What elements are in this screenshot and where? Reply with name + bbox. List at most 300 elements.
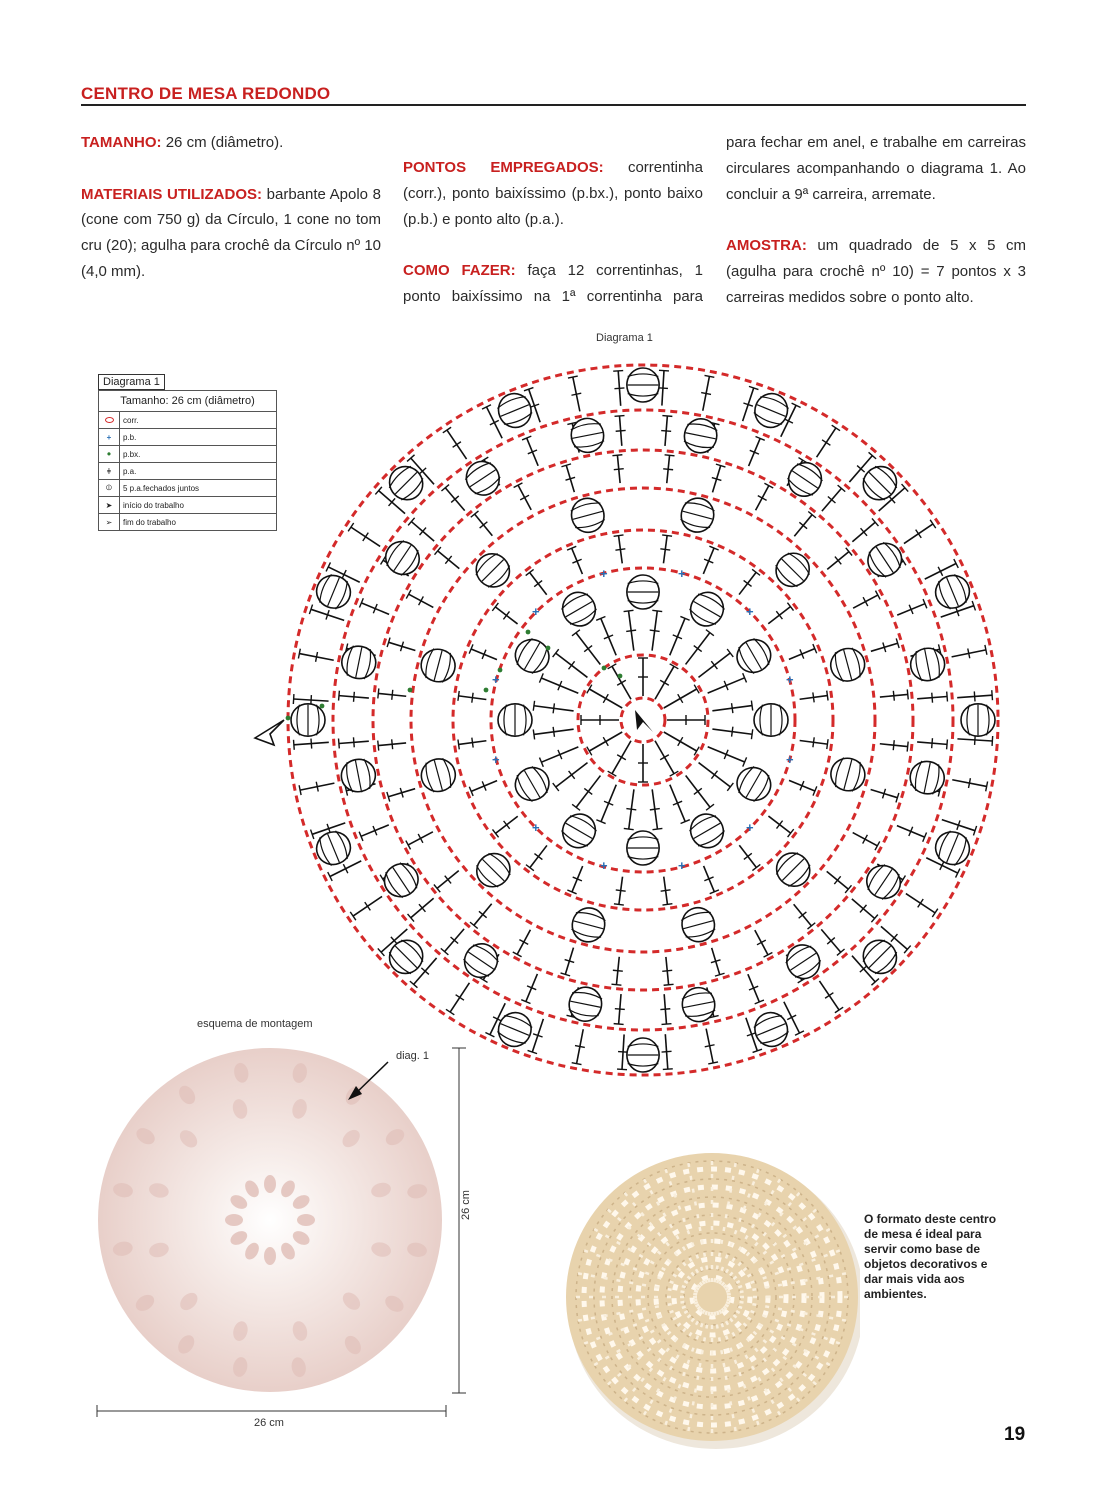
tall-stitch: [926, 858, 957, 873]
tall-stitch: [312, 823, 345, 834]
tall-stitch-bar: [616, 890, 626, 891]
tall-stitch-top: [923, 599, 927, 608]
cluster-stitch: [750, 389, 793, 433]
tall-stitch-bar: [662, 1051, 672, 1052]
tall-stitch-top: [339, 691, 340, 701]
tall-stitch-top: [479, 977, 488, 982]
tall-stitch-top: [492, 829, 498, 837]
tall-stitch: [388, 789, 415, 797]
tall-stitch-bar: [400, 788, 403, 798]
tall-stitch-top: [749, 386, 758, 389]
tall-stitch-top: [526, 865, 534, 871]
cluster-stitch: [418, 755, 459, 795]
column-2: [403, 155, 703, 310]
tall-stitch-top: [485, 1033, 494, 1037]
tall-stitch-top: [568, 376, 578, 378]
tall-stitch-top: [986, 782, 988, 792]
page-title: CENTRO DE MESA REDONDO: [81, 84, 331, 103]
tall-stitch-top: [572, 630, 580, 636]
pbx-stitch: [498, 668, 503, 673]
tall-stitch: [411, 458, 434, 484]
tall-stitch: [483, 954, 499, 980]
tall-stitch: [616, 957, 619, 985]
como-paragraph: [403, 258, 703, 310]
tall-stitch: [853, 833, 878, 846]
tall-stitch-top: [469, 787, 473, 796]
tall-stitch: [941, 606, 974, 617]
tall-stitch-top: [972, 601, 975, 610]
tall-stitch: [445, 929, 465, 952]
tall-stitch: [622, 1034, 624, 1069]
tall-stitch: [655, 666, 674, 699]
tall-stitch-bar: [790, 965, 799, 970]
tall-stitch-top: [665, 455, 675, 456]
tall-stitch-top: [528, 1050, 537, 1053]
tall-stitch-top: [872, 518, 878, 526]
tall-stitch-bar: [957, 820, 960, 829]
pontos-paragraph: [403, 155, 703, 232]
cluster-stitch: [856, 460, 903, 507]
cluster-stitch: [678, 495, 718, 536]
tall-stitch-bar: [694, 788, 702, 794]
tall-stitch: [389, 642, 416, 650]
tall-stitch-top: [533, 701, 534, 711]
tall-stitch: [906, 894, 935, 913]
tall-stitch: [601, 618, 616, 655]
tall-stitch-bar: [326, 610, 329, 619]
tall-stitch-top: [359, 832, 363, 841]
tall-stitch-bar: [822, 440, 830, 446]
tall-stitch-top: [923, 833, 927, 842]
tall-stitch-top: [727, 783, 733, 791]
tall-stitch: [952, 780, 986, 787]
tall-stitch: [438, 551, 460, 569]
tall-stitch-bar: [777, 821, 783, 829]
tall-stitch-bar: [614, 469, 624, 470]
tall-stitch-bar: [520, 495, 529, 500]
cluster-stitch: [731, 634, 777, 679]
cluster-stitch: [770, 846, 817, 893]
tall-stitch: [565, 948, 573, 975]
amostra-paragraph: [726, 233, 1026, 310]
tall-stitch-top: [614, 1024, 624, 1025]
tall-stitch-bar: [909, 827, 913, 836]
tall-stitch-bar: [932, 738, 933, 748]
tall-stitch: [459, 741, 487, 745]
tall-stitch-top: [348, 523, 354, 531]
tall-stitch: [526, 974, 538, 1002]
tall-stitch-top: [755, 1000, 764, 1004]
tall-stitch: [879, 488, 905, 511]
tall-stitch: [619, 536, 623, 564]
tall-stitch-bar: [673, 635, 682, 639]
tall-stitch-top: [652, 610, 662, 611]
tall-stitch-top: [838, 485, 846, 492]
tall-stitch-bar: [569, 771, 575, 779]
tall-stitch-top: [743, 673, 747, 682]
tall-stitch-bar: [393, 867, 398, 876]
tall-stitch-top: [752, 569, 760, 575]
tall-stitch-top: [524, 388, 533, 391]
tall-stitch: [739, 845, 756, 867]
tall-stitch-bar: [617, 680, 626, 685]
tall-stitch-top: [907, 742, 908, 752]
legend-size: Tamanho: 26 cm (diâmetro): [99, 391, 277, 412]
tall-stitch-bar: [813, 692, 814, 702]
pbx-stitch: [408, 688, 413, 693]
tall-stitch-top: [521, 1000, 530, 1004]
tall-stitch-top: [670, 664, 679, 669]
tall-stitch: [698, 653, 730, 677]
chain-ring: [578, 655, 708, 785]
tall-stitch-top: [608, 664, 617, 669]
tall-stitch-bar: [888, 496, 895, 503]
tall-stitch: [411, 898, 434, 917]
amostra-label: AMOSTRA:: [726, 237, 807, 255]
cluster-stitch: [856, 933, 903, 980]
tall-stitch-top: [408, 518, 415, 526]
tall-stitch-top: [706, 804, 714, 810]
start-arrow-icon: ➤: [99, 497, 120, 514]
tall-stitch-top: [434, 885, 440, 893]
assembly-oval: [225, 1214, 243, 1226]
cluster-stitch: [860, 859, 906, 905]
tall-stitch: [378, 743, 406, 746]
cluster-icon: ⦶: [99, 480, 120, 497]
cluster-stitch: [780, 939, 826, 985]
assembly-pointer-label: diag. 1: [396, 1050, 430, 1062]
tall-stitch-bar: [650, 809, 660, 810]
tall-stitch-bar: [705, 1001, 715, 1003]
tall-stitch-bar: [975, 735, 976, 745]
tall-stitch-bar: [909, 605, 913, 614]
tall-stitch-bar: [519, 940, 528, 945]
tall-stitch-bar: [724, 750, 728, 759]
tall-stitch-top: [662, 904, 672, 905]
tall-stitch: [881, 926, 907, 949]
tall-stitch: [706, 1029, 713, 1063]
tall-stitch-top: [705, 375, 715, 377]
tall-stitch-bar: [799, 912, 807, 918]
cluster-stitch: [379, 535, 425, 581]
tall-stitch-top: [871, 915, 878, 923]
amostra-value: um quadrado de 5 x 5 cm (agulha para crochê nº 10) = 7 pontos x 3 carreiras medidos sobre o ponto alto.: [726, 237, 1026, 306]
tall-stitch: [408, 832, 433, 845]
tall-stitch: [529, 389, 540, 422]
tall-stitch-top: [827, 739, 828, 749]
tall-stitch: [346, 784, 375, 791]
chain-ring: [621, 698, 665, 742]
tall-stitch-bar: [888, 565, 893, 574]
tall-stitch: [411, 522, 434, 542]
title-rule: [81, 104, 1026, 106]
tall-stitch-top: [522, 436, 531, 440]
tall-stitch-bar: [800, 649, 804, 658]
cluster-stitch: [627, 831, 659, 865]
tall-stitch-bar: [969, 778, 971, 788]
tall-stitch-bar: [419, 468, 426, 475]
tall-stitch: [534, 729, 574, 734]
tall-stitch-top: [526, 569, 534, 575]
tall-stitch-top: [611, 984, 621, 985]
column-1: [81, 130, 381, 311]
legend-item: p.bx.: [120, 446, 277, 463]
tall-stitch-bar: [488, 470, 497, 475]
tall-stitch: [708, 747, 745, 762]
tall-stitch-bar: [360, 647, 362, 657]
tall-stitch: [707, 987, 714, 1016]
tall-stitch-top: [567, 546, 576, 550]
tall-stitch-bar: [445, 876, 451, 884]
chain-ring: [491, 568, 795, 872]
cluster-stitch: [291, 704, 325, 736]
tall-stitch: [532, 1019, 543, 1052]
tall-stitch-top: [670, 771, 679, 776]
tall-stitch-top: [441, 948, 449, 955]
tall-stitch: [361, 825, 389, 836]
tall-stitch-top: [756, 436, 765, 440]
tall-stitch-bar: [616, 430, 626, 431]
tall-stitch-top: [567, 890, 576, 894]
tall-stitch-bar: [791, 470, 800, 475]
cluster-stitch: [627, 368, 659, 402]
tall-stitch: [749, 438, 761, 466]
tall-stitch: [294, 742, 329, 744]
tall-stitch-bar: [863, 597, 868, 606]
tall-stitch-bar: [479, 911, 487, 917]
tall-stitch: [852, 522, 875, 541]
tall-stitch-bar: [750, 450, 759, 454]
pbx-stitch: [618, 674, 623, 679]
tall-stitch: [871, 643, 898, 651]
tall-stitch-bar: [924, 648, 926, 658]
tall-stitch-top: [482, 405, 491, 409]
cluster-stitch: [685, 586, 730, 632]
tall-stitch: [662, 371, 664, 406]
tall-stitch: [576, 633, 600, 665]
tall-stitch-top: [375, 487, 382, 495]
tall-stitch: [819, 981, 839, 1010]
tall-stitch-top: [480, 457, 489, 462]
tall-stitch-bar: [571, 393, 581, 395]
pbx-stitch: [602, 666, 607, 671]
tall-stitch-bar: [626, 809, 636, 810]
tall-stitch: [699, 763, 731, 787]
cluster-stitch: [750, 1008, 793, 1052]
chain-ring: [453, 530, 833, 910]
tall-stitch: [619, 877, 623, 905]
tall-stitch-top: [406, 590, 411, 599]
tall-stitch: [566, 465, 574, 492]
tall-stitch: [878, 561, 904, 577]
tall-stitch-bar: [732, 703, 733, 713]
cluster-stitch: [931, 827, 975, 870]
tall-stitch-top: [539, 673, 543, 682]
tall-stitch: [817, 428, 836, 457]
tall-stitch-top: [446, 1009, 454, 1015]
cluster-stitch: [678, 904, 718, 945]
tall-stitch-bar: [311, 695, 312, 705]
tall-stitch: [577, 1029, 584, 1063]
tall-stitch-bar: [663, 469, 673, 470]
cluster-stitch: [312, 570, 356, 613]
tall-stitch-bar: [883, 789, 886, 799]
tall-stitch: [300, 783, 334, 790]
tall-stitch: [708, 424, 715, 453]
tall-stitch-bar: [533, 1034, 542, 1037]
tall-stitch-top: [956, 869, 960, 878]
tall-stitch-top: [553, 649, 559, 657]
tall-stitch: [629, 789, 634, 829]
tall-stitch-bar: [401, 642, 404, 652]
assembly-circle: [98, 1048, 442, 1392]
tall-stitch-bar: [570, 1001, 580, 1003]
tall-stitch-bar: [615, 1009, 625, 1010]
tall-stitch-top: [614, 535, 624, 536]
tall-stitch-top: [553, 783, 559, 791]
tall-stitch: [518, 485, 531, 510]
tall-stitch-top: [900, 875, 905, 884]
tall-stitch-bar: [342, 570, 346, 579]
tall-stitch-bar: [503, 611, 509, 619]
cluster-stitch: [568, 495, 608, 536]
tall-stitch-bar: [565, 960, 575, 963]
tall-stitch-bar: [456, 995, 464, 1001]
tall-stitch: [794, 904, 812, 926]
cluster-stitch: [931, 570, 975, 613]
tall-stitch-bar: [373, 826, 377, 835]
tall-stitch-bar: [918, 899, 924, 907]
tall-stitch-top: [350, 912, 356, 920]
tall-stitch: [827, 871, 849, 889]
tall-stitch-top: [694, 747, 699, 756]
tall-stitch: [496, 816, 518, 833]
tall-stitch-top: [808, 512, 816, 518]
tall-stitch: [786, 955, 802, 981]
legend-item: p.a.: [120, 463, 277, 480]
tall-stitch-bar: [584, 646, 592, 652]
assembly-oval: [297, 1214, 315, 1226]
legend-item: 5 p.a.fechados juntos: [120, 480, 277, 497]
tall-stitch: [768, 816, 790, 833]
tall-stitch-top: [441, 485, 449, 491]
tall-stitch-top: [339, 739, 340, 749]
tall-stitch-top: [795, 1031, 804, 1035]
tall-stitch: [330, 861, 361, 877]
tall-stitch-top: [813, 644, 817, 653]
tall-stitch-top: [827, 691, 828, 701]
tall-stitch: [459, 696, 487, 700]
tall-stitch-bar: [757, 940, 766, 945]
tamanho-paragraph: [81, 130, 381, 156]
tall-stitch-bar: [530, 404, 539, 407]
tall-stitch-bar: [571, 437, 581, 439]
tall-stitch-bar: [932, 693, 933, 703]
tall-stitch-top: [514, 483, 523, 488]
tall-stitch: [667, 455, 670, 483]
cluster-stitch: [469, 547, 516, 594]
tall-stitch: [827, 552, 849, 570]
tall-stitch-top: [715, 973, 725, 976]
tall-stitch: [347, 648, 376, 655]
tall-stitch: [618, 371, 620, 406]
cluster-stitch: [908, 645, 948, 683]
tall-stitch: [353, 896, 382, 916]
tall-stitch: [571, 987, 578, 1016]
tall-stitch: [739, 572, 756, 594]
tall-stitch-top: [902, 484, 909, 491]
tall-stitch: [447, 430, 467, 459]
doily-base: [566, 1153, 858, 1441]
cluster-stitch: [907, 758, 947, 796]
cluster-stitch: [339, 643, 379, 681]
tall-stitch-bar: [558, 681, 562, 690]
tall-stitch: [601, 785, 616, 822]
tall-stitch: [663, 536, 667, 564]
tall-stitch-bar: [974, 691, 975, 701]
end-arrow-icon: ➢: [99, 514, 120, 531]
tall-stitch-bar: [391, 937, 398, 944]
tall-stitch-top: [845, 885, 851, 893]
tall-stitch-bar: [662, 970, 672, 971]
tall-stitch: [556, 653, 588, 677]
tall-stitch-top: [932, 909, 938, 917]
tall-stitch-top: [659, 370, 669, 371]
tall-stitch-top: [751, 701, 752, 711]
tall-stitch-top: [435, 547, 441, 555]
tall-stitch: [952, 650, 986, 657]
tall-stitch: [756, 486, 769, 511]
tall-stitch-bar: [860, 905, 867, 913]
materiais-label: MATERIAIS UTILIZADOS:: [81, 185, 263, 203]
tall-stitch-top: [662, 535, 672, 536]
tall-stitch: [821, 929, 840, 952]
tall-stitch-bar: [800, 781, 804, 790]
tall-stitch: [703, 376, 710, 410]
tall-stitch-bar: [701, 393, 711, 395]
tall-stitch: [617, 455, 620, 483]
pb-stitch: +: [492, 672, 500, 687]
tall-stitch-top: [378, 948, 385, 955]
tall-stitch-top: [471, 511, 479, 517]
pbx-stitch: [320, 704, 325, 709]
tall-stitch-top: [787, 603, 793, 611]
tall-stitch: [474, 904, 492, 926]
tall-stitch: [822, 488, 842, 511]
tall-stitch: [379, 491, 405, 514]
pb-stitch: +: [532, 820, 540, 835]
cluster-stitch: [470, 847, 517, 894]
tall-stitch: [910, 649, 939, 656]
tall-stitch: [541, 678, 578, 693]
tall-stitch-bar: [480, 522, 488, 528]
tall-stitch-bar: [828, 497, 836, 504]
tall-stitch: [670, 785, 685, 822]
tall-stitch-bar: [704, 877, 713, 881]
tall-stitch: [755, 930, 768, 955]
tall-stitch-top: [662, 416, 672, 417]
tall-stitch-bar: [799, 522, 807, 528]
assembly-width: 26 cm: [254, 1417, 284, 1429]
cluster-stitch: [754, 704, 788, 736]
tall-stitch: [925, 563, 956, 579]
tall-stitch-bar: [673, 801, 682, 805]
pb-stitch: +: [532, 604, 540, 619]
tall-stitch-top: [567, 422, 577, 424]
tall-stitch-top: [938, 787, 940, 797]
tall-stitch: [589, 732, 622, 751]
legend-item: corr.: [120, 412, 277, 429]
